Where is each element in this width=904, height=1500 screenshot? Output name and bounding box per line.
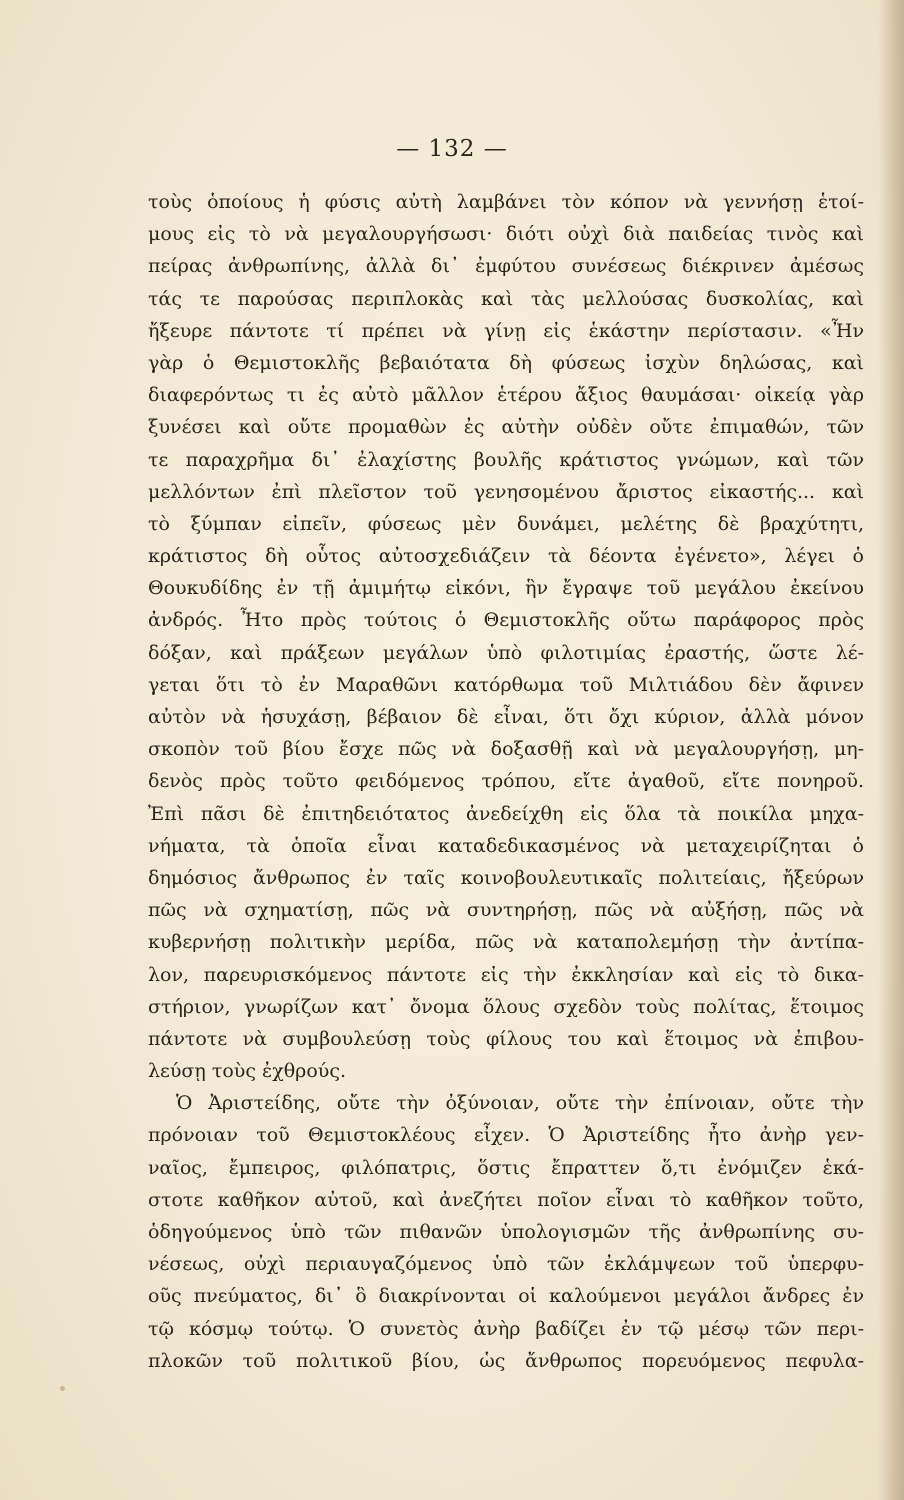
text-line: κράτιστος δὴ οὗτος αὐτοσχεδιάζειν τὰ δέοντα ἐγένετο», λέγει ὁ (148, 545, 864, 568)
text-line: Θουκυδίδης ἐν τῇ ἀμιμήτῳ εἰκόνι, ἣν ἔγραψε τοῦ μεγάλου ἐκείνου (148, 577, 864, 600)
text-line: τάς τε παρούσας περιπλοκὰς καὶ τὰς μελλούσας δυσκολίας, καὶ (148, 287, 864, 310)
text-line: νήματα, τὰ ὁποῖα εἶναι καταδεδικασμένος νὰ μεταχειρίζηται ὁ (148, 834, 864, 857)
page-binding-shadow (878, 0, 904, 1500)
text-line: αὐτὸν νὰ ἡσυχάσῃ, βέβαιον δὲ εἶναι, ὅτι ὄχι κύριον, ἀλλὰ μόνον (148, 706, 864, 728)
text-line: δενὸς πρὸς τοῦτο φειδόμενος τρόπου, εἴτε ἀγαθοῦ, εἴτε πονηροῦ. (148, 770, 864, 793)
text-line: ἀνδρός. Ἦτο πρὸς τούτοις ὁ Θεμιστοκλῆς οὕτω παράφορος πρὸς (148, 609, 864, 632)
text-line: στοτε καθῆκον αὐτοῦ, καὶ ἀνεζήτει ποῖον εἶναι τὸ καθῆκον τοῦτο, (148, 1188, 864, 1211)
text-line: τῷ κόσμῳ τούτῳ. Ὁ συνετὸς ἀνὴρ βαδίζει ἐν τῷ μέσῳ τῶν περι- (148, 1317, 864, 1340)
text-line: σκοπὸν τοῦ βίου ἔσχε πῶς νὰ δοξασθῇ καὶ νὰ μεγαλουργήσῃ, μη- (148, 738, 864, 761)
body-text (148, 186, 864, 1377)
text-line: μους εἰς τὸ νὰ μεγαλουργήσωσι· διότι οὐχὶ διὰ παιδείας τινὸς καὶ (148, 223, 864, 246)
text-line: οῦς πνεύματος, δι᾿ ὃ διακρίνονται οἱ καλούμενοι μεγάλοι ἄνδρες ἐν (148, 1285, 864, 1308)
text-line: νέσεως, οὐχὶ περιαυγαζόμενος ὑπὸ τῶν ἐκλάμψεων τοῦ ὑπερφυ- (148, 1253, 864, 1276)
text-line: διαφερόντως τι ἐς αὐτὸ μᾶλλον ἑτέρου ἄξιος θαυμάσαι· οἰκείᾳ γὰρ (148, 384, 864, 407)
text-line: γὰρ ὁ Θεμιστοκλῆς βεβαιότατα δὴ φύσεως ἰσχὺν δηλώσας, καὶ (148, 351, 864, 374)
text-line: κυβερνήσῃ πολιτικὴν μερίδα, πῶς νὰ καταπολεμήσῃ τὴν ἀντίπα- (148, 931, 864, 954)
text-line: στήριον, γνωρίζων κατ᾿ ὄνομα ὅλους σχεδὸν τοὺς πολίτας, ἕτοιμος (148, 995, 864, 1018)
text-line: ναῖος, ἔμπειρος, φιλόπατρις, ὅστις ἔπραττεν ὅ,τι ἐνόμιζεν ἑκά- (148, 1156, 864, 1179)
paragraph-first-line: Ὁ Ἀριστείδης, οὔτε τὴν ὀξύνοιαν, οὔτε τὴν ἐπίνοιαν, οὔτε τὴν (176, 1092, 864, 1115)
text-line: Ἐπὶ πᾶσι δὲ ἐπιτηδειότατος ἀνεδείχθη εἰς ὅλα τὰ ποικίλα μηχα- (148, 802, 864, 825)
text-line: πάντοτε νὰ συμβουλεύσῃ τοὺς φίλους του καὶ ἕτοιμος νὰ ἐπιβου- (148, 1027, 864, 1050)
text-line: πλοκῶν τοῦ πολιτικοῦ βίου, ὡς ἄνθρωπος πορευόμενος πεφυλα- (148, 1349, 864, 1372)
text-line: δόξαν, καὶ πράξεων μεγάλων ὑπὸ φιλοτιμίας ἐραστής, ὥστε λέ- (148, 641, 864, 664)
text-line: μελλόντων ἐπὶ πλεῖστον τοῦ γενησομένου ἄριστος εἰκαστής... καὶ (148, 480, 864, 503)
text-line: ὁδηγούμενος ὑπὸ τῶν πιθανῶν ὑπολογισμῶν τῆς ἀνθρωπίνης συ- (148, 1221, 864, 1243)
text-line: λον, παρευρισκόμενος πάντοτε εἰς τὴν ἐκκλησίαν καὶ εἰς τὸ δικα- (148, 963, 864, 986)
text-line: τοὺς ὁποίους ἡ φύσις αὐτὴ λαμβάνει τὸν κόπον νὰ γεννήσῃ ἑτοί- (148, 191, 864, 213)
text-line: πῶς νὰ σχηματίσῃ, πῶς νὰ συντηρήσῃ, πῶς νὰ αὐξήσῃ, πῶς νὰ (148, 899, 864, 922)
page-number: — 132 — (396, 136, 508, 162)
paper-stain (60, 1386, 65, 1391)
text-line: τὸ ξύμπαν εἰπεῖν, φύσεως μὲν δυνάμει, μελέτης δὲ βραχύτητι, (148, 512, 864, 535)
text-line: δημόσιος ἄνθρωπος ἐν ταῖς κοινοβουλευτικαῖς πολιτείαις, ἤξεύρων (148, 866, 864, 889)
text-line: ξυνέσει καὶ οὔτε προμαθὼν ἐς αὐτὴν οὐδὲν οὔτε ἐπιμαθών, τῶν (148, 416, 864, 439)
text-line: τε παραχρῆμα δι᾿ ἐλαχίστης βουλῆς κράτιστος γνώμων, καὶ τῶν (148, 448, 864, 471)
text-line: πρόνοιαν τοῦ Θεμιστοκλέους εἶχεν. Ὁ Ἀριστείδης ἦτο ἀνὴρ γεν- (148, 1124, 864, 1147)
text-line: ἤξευρε πάντοτε τί πρέπει νὰ γίνῃ εἰς ἑκάστην περίστασιν. «Ἦν (148, 319, 864, 342)
text-line: πείρας ἀνθρωπίνης, ἀλλὰ δι᾿ ἐμφύτου συνέσεως διέκρινεν ἀμέσως (148, 255, 864, 278)
text-line: γεται ὅτι τὸ ἐν Μαραθῶνι κατόρθωμα τοῦ Μιλτιάδου δὲν ἄφινεν (148, 673, 864, 696)
text-line: λεύσῃ τοὺς ἐχθρούς. (148, 1060, 346, 1083)
